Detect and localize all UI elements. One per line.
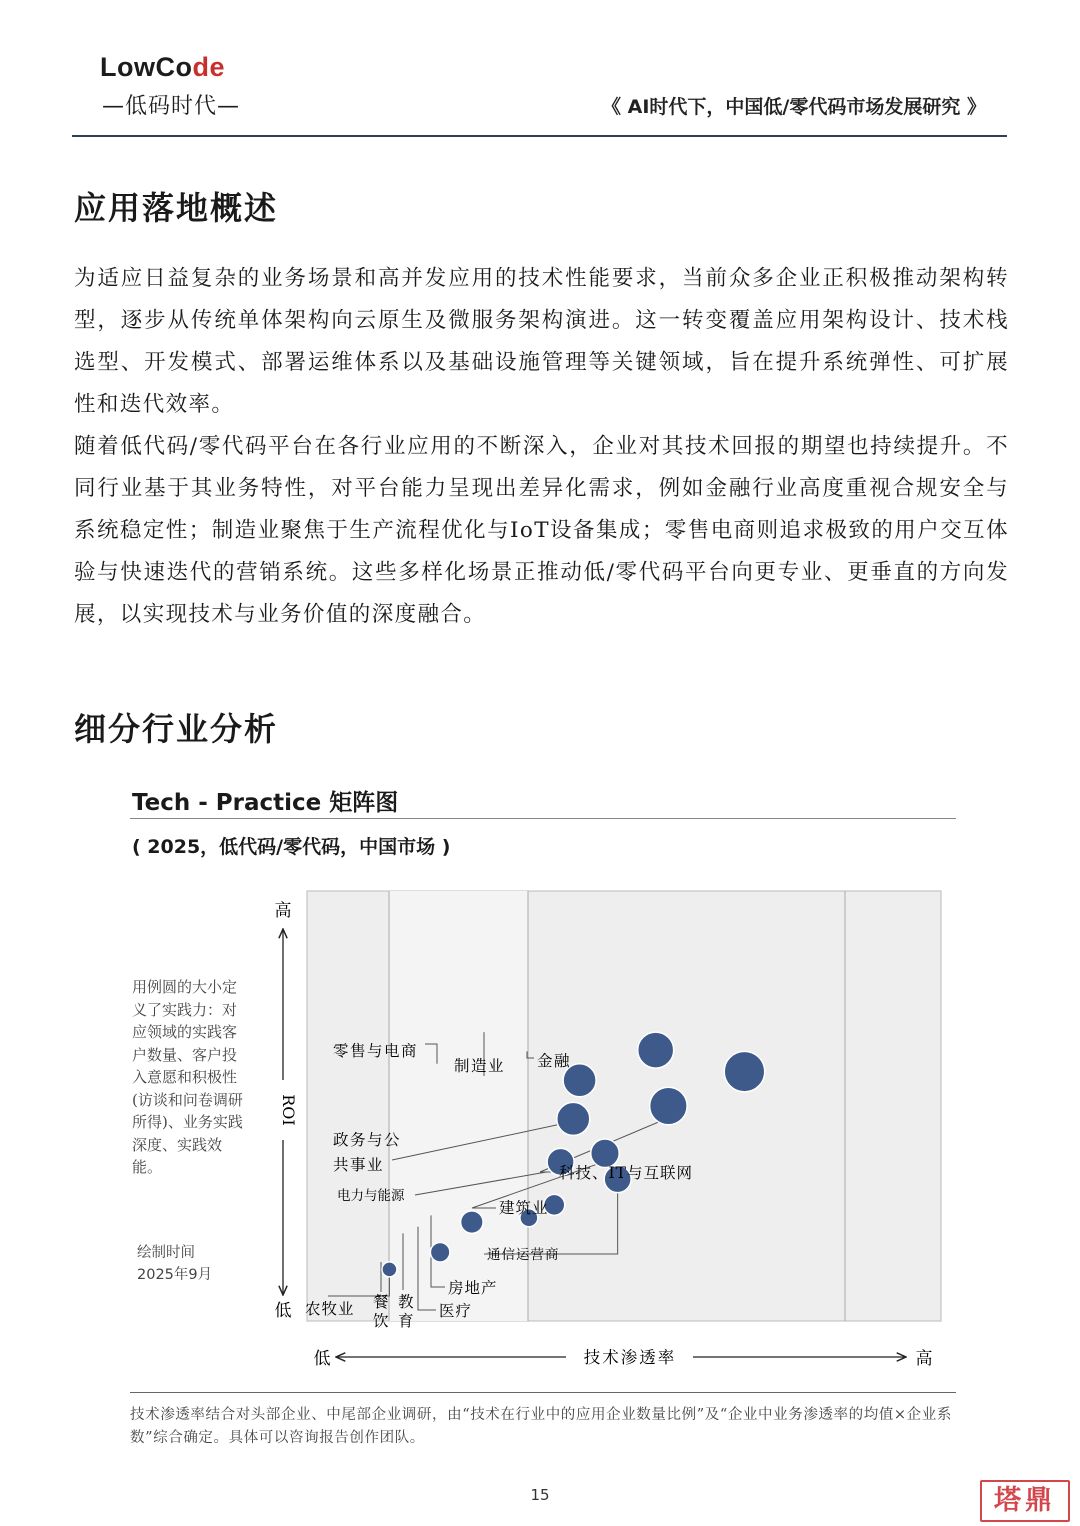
bubble-point xyxy=(557,1102,590,1135)
drawn-date-value: 2025年9月 xyxy=(137,1267,213,1283)
label-education-line2: 育 xyxy=(398,1312,414,1330)
section-heading-overview: 应用落地概述 xyxy=(74,189,279,227)
bubble-point xyxy=(430,1242,450,1262)
label-finance: 金融 xyxy=(537,1052,572,1070)
label-manufacturing: 制造业 xyxy=(454,1057,506,1075)
y-axis-high-label: 高 xyxy=(274,901,292,921)
logo-wordmark: LowCode xyxy=(100,52,225,82)
watermark-seal: 塔鼎 xyxy=(980,1480,1070,1522)
x-axis-high-label: 高 xyxy=(915,1349,933,1369)
label-education-line1: 教 xyxy=(398,1293,414,1311)
chart-subtitle: ( 2025，低代码/零代码，中国市场 ) xyxy=(132,836,451,858)
drawn-date-label: 绘制时间 xyxy=(137,1245,195,1261)
bubble-point xyxy=(461,1211,484,1234)
label-retail-ecommerce: 零售与电商 xyxy=(333,1042,419,1060)
bubble-point xyxy=(638,1032,674,1068)
chart-title: Tech - Practice 矩阵图 xyxy=(132,790,399,816)
bubble-point xyxy=(650,1087,688,1125)
bubble-point xyxy=(724,1051,765,1092)
label-telecom: 通信运营商 xyxy=(487,1247,560,1263)
footnote: 技术渗透率结合对头部企业、中尾部企业调研，由“技术在行业中的应用企业数量比例”及“企业中业务渗透率的均值×企业系数”综合确定。具体可以咨询报告创作团队。 xyxy=(130,1407,952,1446)
report-title: 《 AI时代下，中国低/零代码市场发展研究 》 xyxy=(602,96,986,118)
label-gov-public-line1: 政务与公 xyxy=(333,1131,402,1149)
label-construction: 建筑业 xyxy=(499,1199,549,1217)
bubble-point xyxy=(382,1262,397,1277)
label-catering-line1: 餐 xyxy=(373,1293,389,1311)
y-axis-low-label: 低 xyxy=(274,1301,292,1321)
overview-paragraph-2: 随着低代码/零代码平台在各行业应用的不断深入，企业对其技术回报的期望也持续提升。不同行业基于其业务特性，对平台能力呈现出差异化需求，例如金融行业高度重视合规安全与系统稳定性；制造业聚焦于生产流程优化与IoT设备集成；零售电商则追求极致的用户交互体验与快速迭代的营销系统。这些多样化场景正推动低/零代码平台向更专业、更垂直的方向发展，以实现技术与业务价值的深度融合。 xyxy=(74,434,1009,627)
x-axis-label: 技术渗透率 xyxy=(583,1348,677,1367)
label-agriculture: 农牧业 xyxy=(305,1300,355,1318)
x-axis-low-label: 低 xyxy=(313,1349,331,1369)
footnote-divider xyxy=(130,1392,956,1393)
section-heading-industry: 细分行业分析 xyxy=(74,710,279,748)
logo-subtitle: —低码时代— xyxy=(102,94,241,119)
overview-paragraph-1: 为适应日益复杂的业务场景和高并发应用的技术性能要求，当前众多企业正积极推动架构转型，逐步从传统单体架构向云原生及微服务架构演进。这一转变覆盖应用架构设计、技术栈选型、开发模式、部署运维体系以及基础设施管理等关键领域，旨在提升系统弹性、可扩展性和迭代效率。 xyxy=(74,266,1009,417)
label-power-energy: 电力与能源 xyxy=(337,1188,405,1204)
label-real-estate: 房地产 xyxy=(448,1279,498,1297)
label-catering-line2: 饮 xyxy=(373,1312,389,1330)
page-number: 15 xyxy=(530,1486,550,1504)
label-healthcare: 医疗 xyxy=(439,1302,473,1320)
label-tech-it-internet: 科技、IT与互联网 xyxy=(559,1164,693,1182)
y-axis-label: ROI xyxy=(279,1094,298,1126)
label-gov-public-line2: 共事业 xyxy=(333,1156,385,1174)
bubble-size-legend-note: 用例圆的大小定义了实践力：对应领域的实践客户数量、客户投入意愿和积极性(访谈和问卷调研所得)、业务实践深度、实践效能。 xyxy=(132,978,243,1176)
